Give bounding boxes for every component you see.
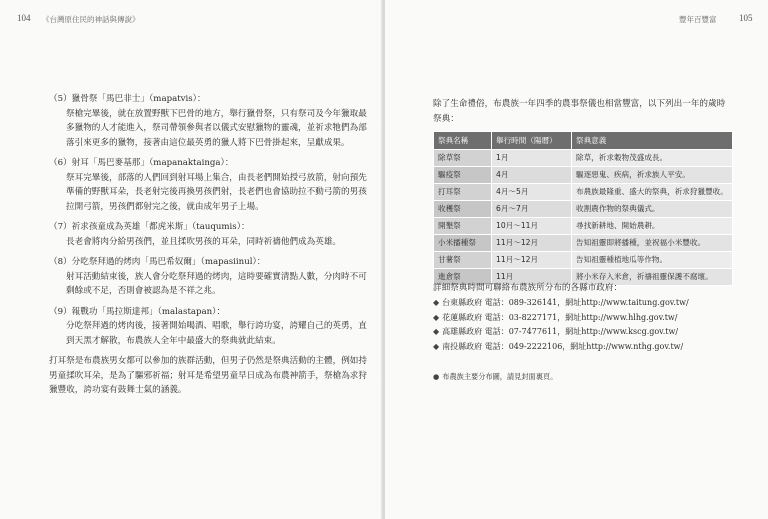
festival-meaning: 將小米存入米倉，祈禱祖靈保護不腐壞。 — [572, 269, 733, 286]
festival-meaning: 布農族最隆重、盛大的祭典，祈求狩獵豐收。 — [572, 184, 733, 201]
table-header-row — [434, 132, 733, 150]
ritual-steps — [49, 92, 367, 398]
festival-time: 10月～11月 — [492, 218, 572, 235]
table-row — [434, 167, 733, 184]
festival-name: 小米播種祭 — [434, 235, 492, 252]
festival-meaning: 除草，祈求穀物茂盛成長。 — [572, 150, 733, 167]
festival-time: 11月 — [492, 269, 572, 286]
closing-paragraph: 打耳祭是布農族男女都可以參加的族群活動，但男子仍然是祭典活動的主體，例如持男童揉吹耳朵，是為了驅邪祈福；射耳是希望男童早日成為布農神箭手，祭槍為求狩獵豐收，誇功宴有鼓舞士氣的涵義。 — [49, 356, 367, 395]
diamond-bullet-icon: ◆ — [433, 341, 440, 351]
item-body: 祭槍完畢後，就在放置野獸下巴骨的地方，舉行獵骨祭，只有祭司及今年獵取最多獵物的人才能進入，祭司帶領參與者以儀式安慰獵物的靈魂，並祈求牠們為部落引來更多的獵物，接著由這位最英勇的獵人將下巴骨掛起來，呈獻成果。 — [66, 108, 367, 148]
note-text: 布農族主要分布圖，請見封面裏頁。 — [442, 372, 558, 381]
table-row — [434, 235, 733, 252]
item-title: （8）分吃祭拜過的烤肉「馬巴希奴爾」（mapasiinul）： — [49, 257, 266, 267]
left-page — [0, 0, 383, 519]
item-body: 射耳活動結束後，族人會分吃祭拜過的烤肉，這時要確實清點人數，分肉時不可剩餘或不足，否則會被認為是不祥之兆。 — [66, 271, 367, 296]
diamond-bullet-icon: ◆ — [433, 327, 440, 336]
item-body: 分吃祭拜過的烤肉後，接著開始喝酒、唱歌，舉行誇功宴，誇耀自己的英勇，直到天黑才解散，布農族人全年中最盛大的祭典就此結束。 — [66, 321, 367, 346]
list-item — [433, 340, 733, 355]
festival-meaning: 收割農作物的祭典儀式。 — [572, 201, 733, 218]
festival-name: 驅疫祭 — [434, 167, 492, 184]
festival-meaning: 尋找新耕地、開始農耕。 — [572, 218, 733, 235]
festival-time: 11月～12月 — [492, 235, 572, 252]
table-row — [434, 218, 733, 235]
table-row — [434, 150, 733, 167]
contact-intro: 詳細祭典時間可聯絡布農族所分布的各縣市政府： — [433, 283, 623, 293]
table-row — [434, 201, 733, 218]
festival-meaning: 告知祖靈種植地瓜等作物。 — [572, 252, 733, 269]
festival-time: 6月～7月 — [492, 201, 572, 218]
right-page-number: 105 — [739, 13, 753, 23]
festival-name: 甘薯祭 — [434, 252, 492, 269]
contact-text: 台東縣政府 電話：089-326141，網址http://www.taitung.gov.tw/ — [442, 298, 689, 307]
festival-table — [433, 131, 733, 286]
item-title: （5）獵骨祭「馬巴非士」（mapatvis）： — [49, 94, 206, 104]
festival-time: 4月 — [492, 167, 572, 184]
festival-meaning: 告知祖靈即將播種，並祝福小米豐收。 — [572, 235, 733, 252]
festival-time: 1月 — [492, 150, 572, 167]
diamond-bullet-icon: ◆ — [433, 298, 440, 307]
contact-text: 花蓮縣政府 電話：03-8227171，網址http://www.hlhg.gov.tw/ — [442, 312, 678, 322]
contact-list — [433, 296, 733, 354]
table-row — [434, 252, 733, 269]
item-body: 祭耳完畢後，部落的人們回到射耳場上集合，由長老們開始授弓放箭，射向預先準備的野獸耳朵，長老射完後再換男孩們射，長老們也會協助拉不動弓箭的男孩拉開弓箭，男孩們都射完之後，就由成年男子上場。 — [66, 172, 367, 212]
list-item — [433, 296, 733, 311]
map-note — [433, 372, 557, 382]
column-header: 祭典名稱 — [434, 132, 492, 150]
item-body: 長老會將肉分給男孩們，並且揉吹男孩的耳朵，同時祈禱他們成為英雄。 — [66, 236, 342, 247]
festival-name: 除草祭 — [434, 150, 492, 167]
column-header: 祭典意義 — [572, 132, 733, 150]
column-header: 舉行時間（陽曆） — [492, 132, 572, 150]
list-item — [433, 325, 733, 340]
left-running-header: 《台灣原住民的神話與傳說》 — [42, 15, 140, 24]
list-item — [433, 311, 733, 326]
festival-name: 收穫祭 — [434, 201, 492, 218]
festival-name: 開墾祭 — [434, 218, 492, 235]
item-title: （9）報戰功「馬拉斯達邦」（malastapan）： — [49, 306, 226, 317]
festival-meaning: 驅逐惡鬼、疾病，祈求族人平安。 — [572, 167, 733, 184]
left-page-number: 104 — [17, 13, 31, 23]
contact-text: 南投縣政府 電話：049-2222106，網址http://www.nthg.gov.tw/ — [442, 341, 684, 351]
festival-name: 打耳祭 — [434, 184, 492, 201]
item-title: （6）射耳「馬巴麥基那」（mapanaktainga）： — [49, 158, 234, 168]
diamond-bullet-icon: ◆ — [433, 312, 440, 322]
item-title: （7）祈求孩童成為英雄「都虎米斯」（tauqumis）： — [49, 222, 250, 232]
contact-text: 高雄縣政府 電話：07-7477611，網址http://www.kscg.gov.tw/ — [442, 327, 679, 336]
festival-time: 4月～5月 — [492, 184, 572, 201]
festival-intro: 除了生命禮俗，布農族一年四季的農事祭儀也相當豐富，以下列出一年的歲時祭典： — [433, 99, 726, 124]
note-bullet-icon: ● — [433, 372, 440, 381]
table-row — [434, 184, 733, 201]
festival-time: 11月～12月 — [492, 252, 572, 269]
right-running-header: 豐年百豐富 — [679, 15, 717, 24]
festival-name: 進倉祭 — [434, 269, 492, 286]
